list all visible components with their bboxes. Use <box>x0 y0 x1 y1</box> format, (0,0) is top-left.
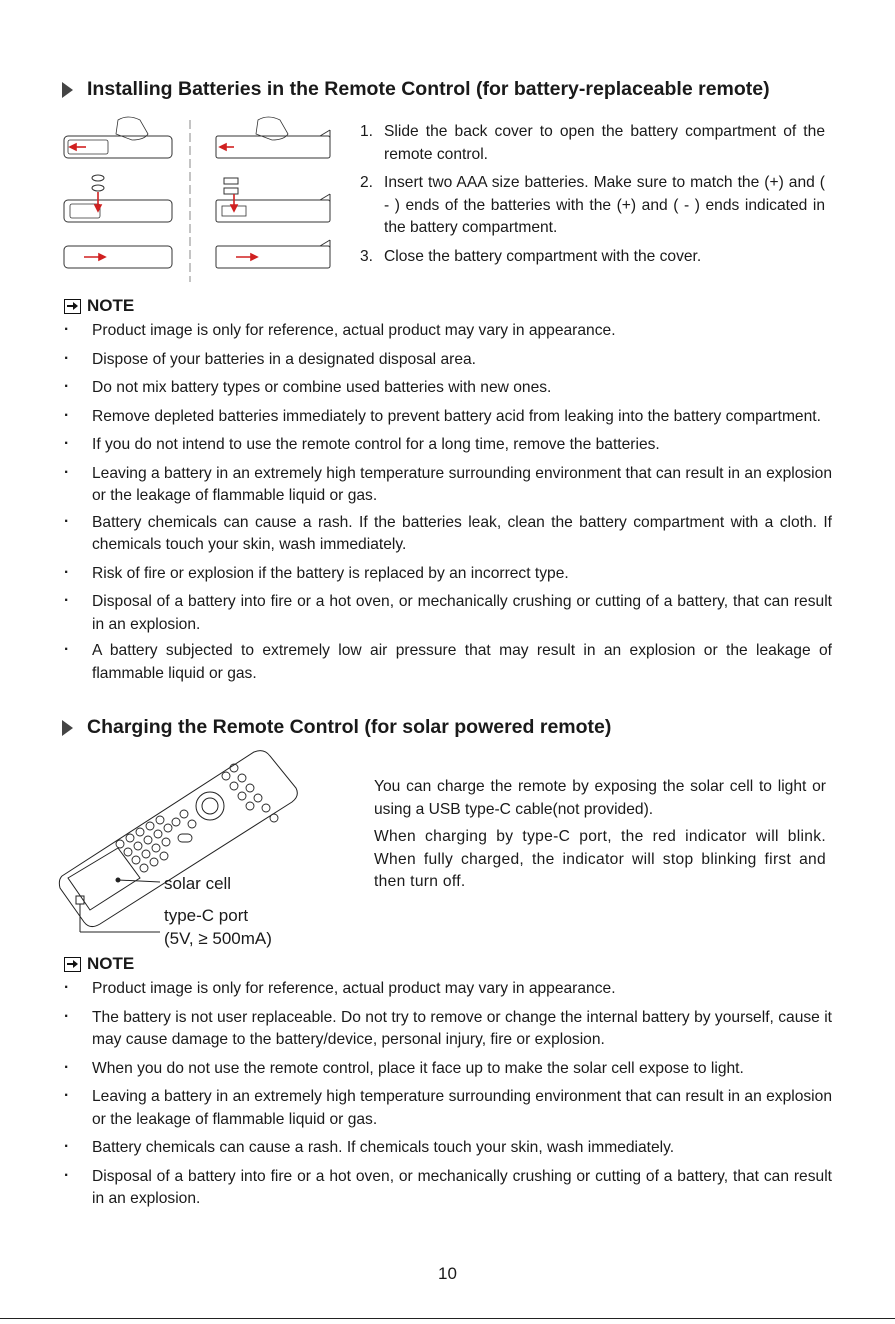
paragraph: When charging by type-C port, the red indicator will blink. When fully charged, the indicator will stop blinking first and then turn off. <box>374 828 826 890</box>
step-number: 3. <box>360 247 374 265</box>
section-title: Charging the Remote Control (for solar powered remote) <box>87 716 612 738</box>
page-number: 10 <box>438 1264 457 1283</box>
section-heading-charging <box>62 716 611 739</box>
step-number: 1. <box>360 123 374 140</box>
note-list <box>62 320 832 685</box>
step-text: Insert two AAA size batteries. Make sure to match the (+) and ( - ) ends of the batteries with the (+) and ( - ) ends indicated in the battery compartment. <box>384 174 825 236</box>
list-item: · Disposal of a battery into fire or a hot oven, or mechanically crushing or cutting of a battery, that can result in an explosion. <box>62 591 832 636</box>
list-item: · Product image is only for reference, actual product may vary in appearance. <box>62 978 832 1001</box>
note-arrow-icon <box>64 957 81 972</box>
section-title: Installing Batteries in the Remote Control (for battery-replaceable remote) <box>87 78 770 100</box>
list-item: · Battery chemicals can cause a rash. If chemicals touch your skin, wash immediately. <box>62 1137 832 1160</box>
step-text: Close the battery compartment with the cover. <box>384 247 702 265</box>
install-steps <box>360 121 825 274</box>
port-spec-label: (5V, ≥ 500mA) <box>164 929 272 948</box>
section-heading-batteries <box>62 78 770 101</box>
list-item: · If you do not intend to use the remote control for a long time, remove the batteries. <box>62 434 832 457</box>
step-number: 2. <box>360 174 374 191</box>
hand-left <box>116 117 148 140</box>
note-list <box>62 978 832 1211</box>
note-heading <box>64 954 134 974</box>
list-item: · Remove depleted batteries immediately to prevent battery acid from leaking into the battery compartment. <box>62 406 832 429</box>
step-item <box>360 246 825 269</box>
list-item: · The battery is not user replaceable. Do not try to remove or change the internal battery by yourself, cause it may cause damage to the battery/device, personal injury, fire or explosion. <box>62 1007 832 1052</box>
list-item: · When you do not use the remote control, place it face up to make the solar cell expose to light. <box>62 1058 832 1081</box>
solar-cell-label: solar cell <box>164 874 232 893</box>
note-label: NOTE <box>87 954 135 973</box>
list-item: · Do not mix battery types or combine used batteries with new ones. <box>62 377 832 400</box>
list-item: · Leaving a battery in an extremely high temperature surrounding environment that can result in an explosion or the leakage of flammable liquid or gas. <box>62 1086 832 1131</box>
step-item <box>360 121 825 166</box>
list-item: · Product image is only for reference, actual product may vary in appearance. <box>62 320 832 343</box>
list-item: · Leaving a battery in an extremely high temperature surrounding environment that can result in an explosion or the leakage of flammable liquid or gas. <box>62 463 832 508</box>
note-label: NOTE <box>87 296 135 315</box>
list-item: · Battery chemicals can cause a rash. If the batteries leak, clean the battery compartment with a cloth. If chemicals touch your skin, wash immediately. <box>62 512 832 557</box>
paragraph: You can charge the remote by exposing the solar cell to light or using a USB type-C cable(not provided). <box>374 778 826 818</box>
note-arrow-icon <box>64 299 81 314</box>
note-heading <box>64 296 134 316</box>
triangle-bullet-icon <box>62 82 73 98</box>
list-item: · A battery subjected to extremely low air pressure that may result in an explosion or the leakage of flammable liquid or gas. <box>62 640 832 685</box>
triangle-bullet-icon <box>62 720 73 736</box>
charging-description <box>374 776 826 899</box>
list-item: · Risk of fire or explosion if the battery is replaced by an incorrect type. <box>62 563 832 586</box>
battery-install-illustration <box>58 116 348 288</box>
type-c-port-label: type-C port <box>164 906 249 925</box>
list-item: · Disposal of a battery into fire or a hot oven, or mechanically crushing or cutting of a battery, that can result in an explosion. <box>62 1166 832 1211</box>
list-item: · Dispose of your batteries in a designated disposal area. <box>62 349 832 372</box>
bottom-rule <box>0 1318 895 1319</box>
solar-cell-panel <box>68 848 140 910</box>
step-item <box>360 172 825 240</box>
step-text: Slide the back cover to open the battery compartment of the remote control. <box>384 123 825 163</box>
